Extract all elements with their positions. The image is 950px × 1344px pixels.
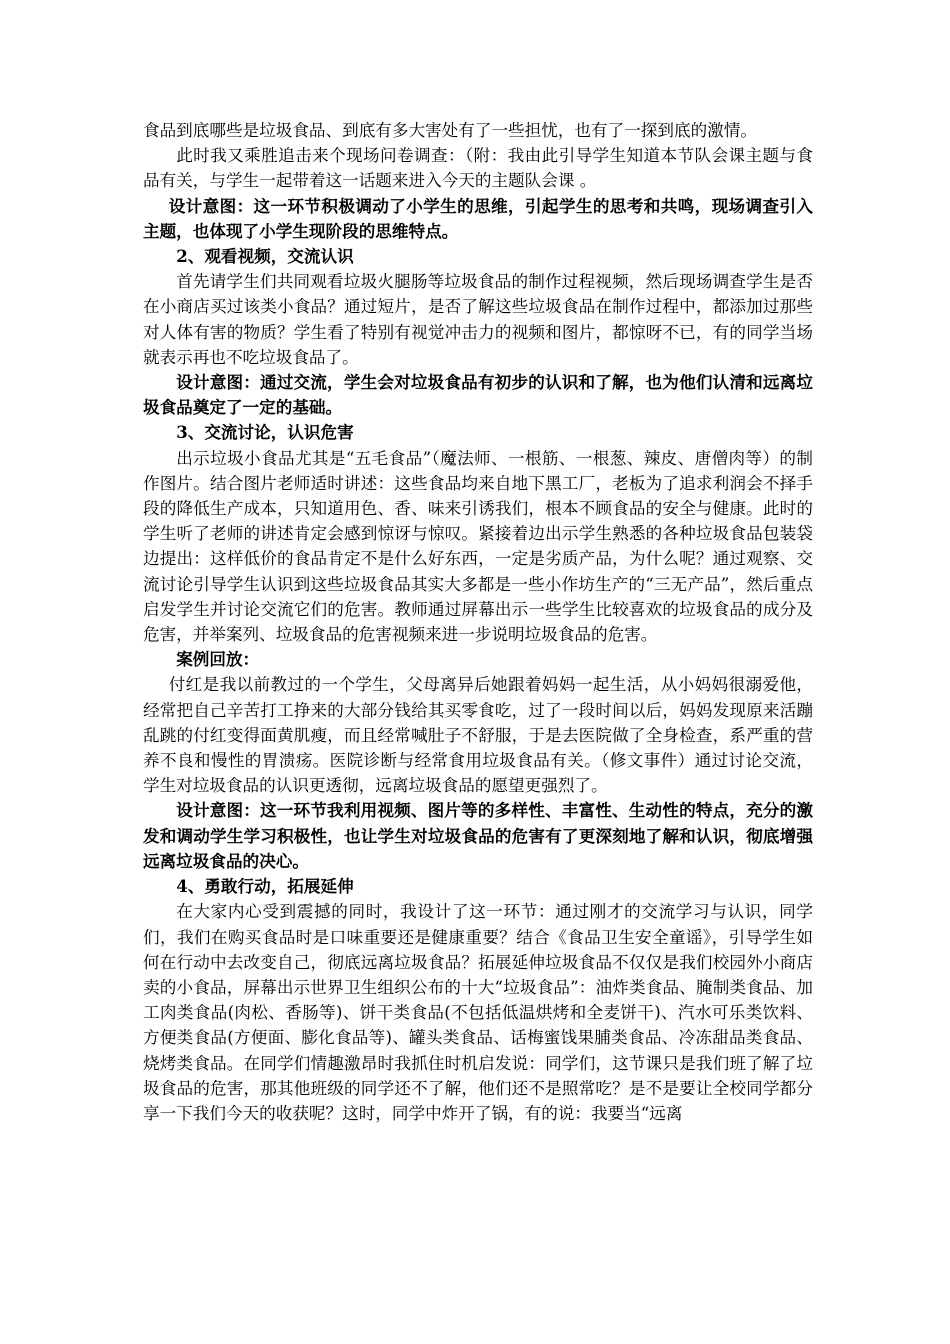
body-paragraph: 首先请学生们共同观看垃圾火腿肠等垃圾食品的制作过程视频，然后现场调查学生是否在小商店买过该类小食品？通过短片，是否了解这些垃圾食品在制作过程中，都添加过那些对人体有害的物质？学生看了特别有视觉冲击力的视频和图片，都惊呀不已，有的同学当场就表示再也不吃垃圾食品了。 (143, 272, 813, 367)
document-page (143, 118, 813, 1126)
section-heading: 3、交流讨论，认识危害 (176, 422, 354, 443)
case-paragraph: 付红是我以前教过的一个学生，父母离异后她跟着妈妈一起生活，从小妈妈很溺爱他，经常把自己辛苦打工挣来的大部分钱给其买零食吃，过了一段时间以后，妈妈发现原来活蹦乱跳的付红变得面黄肌瘦，而且经常喊肚子不舒服，于是去医院做了全身检查，系严重的营养不良和慢性的胃溃疡。医院诊断与经常食用垃圾食品有关。（修文事件）通过讨论交流，学生对垃圾食品的认识更透彻，远离垃圾食品的愿望更强烈了。 (143, 675, 813, 796)
section-heading: 2、观看视频，交流认识 (176, 246, 354, 267)
section-heading: 4、勇敢行动，拓展延伸 (176, 876, 354, 897)
design-intent-paragraph: 设计意图：这一环节我利用视频、图片等的多样性、丰富性、生动性的特点，充分的激发和调动学生学习积极性，也让学生对垃圾食品的危害有了更深刻地了解和认识，彻底增强远离垃圾食品的决心。 (143, 800, 813, 871)
body-paragraph: 出示垃圾小食品尤其是“五毛食品”（魔法师、一根筋、一根葱、辣皮、唐僧肉等）的制作图片。结合图片老师适时讲述：这些食品均来自地下黑工厂，老板为了追求利润会不择手段的降低生产成本，只知道用色、香、味来引诱我们，根本不顾食品的安全与健康。此时的学生听了老师的讲述肯定会感到惊讶与惊叹。紧接着边出示学生熟悉的各种垃圾食品包装袋边提出：这样低价的食品肯定不是什么好东西，一定是劣质产品，为什么呢？通过观察、交流讨论引导学生认识到这些垃圾食品其实大多都是一些小作坊生产的“三无产品”，然后重点启发学生并讨论交流它们的危害。教师通过屏幕出示一些学生比较喜欢的垃圾食品的成分及危害，并举案列、垃圾食品的危害视频来进一步说明垃圾食品的危害。 (143, 448, 813, 645)
design-intent-paragraph: 设计意图：通过交流，学生会对垃圾食品有初步的认识和了解，也为他们认清和远离垃圾食品奠定了一定的基础。 (143, 372, 813, 418)
body-paragraph: 此时我又乘胜追击来个现场问卷调查：（附：我由此引导学生知道本节队会课主题与食品有关，与学生一起带着这一话题来进入今天的主题队会课 。 (143, 146, 813, 191)
design-intent-paragraph: 设计意图：这一环节积极调动了小学生的思维，引起学生的思考和共鸣，现场调查引入主题，也体现了小学生现阶段的思维特点。 (143, 195, 813, 241)
body-paragraph: 在大家内心受到震撼的同时，我设计了这一环节：通过刚才的交流学习与认识，同学们，我们在购买食品时是口味重要还是健康重要？结合《食品卫生安全童谣》，引导学生如何在行动中去改变自己，彻底远离垃圾食品？拓展延伸垃圾食品不仅仅是我们校园外小商店卖的小食品，屏幕出示世界卫生组织公布的十大“垃圾食品”：油炸类食品、腌制类食品、加工肉类食品(肉松、香肠等)、饼干类食品(不包括低温烘烤和全麦饼干)、汽水可乐类饮料、方便类食品(方便面、膨化食品等)、罐头类食品、话梅蜜饯果脯类食品、冷冻甜品类食品、烧烤类食品。在同学们情趣激昂时我抓住时机启发说：同学们，这节课只是我们班了解了垃圾食品的危害，那其他班级的同学还不了解，他们还不是照常吃？是不是要让全校同学都分享一下我们今天的收获呢？这时，同学中炸开了锅，有的说：我要当“远离 (143, 902, 813, 1123)
body-paragraph: 食品到底哪些是垃圾食品、到底有多大害处有了一些担忧，也有了一探到底的激情。 (143, 121, 757, 140)
case-review-heading: 案例回放： (176, 649, 260, 670)
